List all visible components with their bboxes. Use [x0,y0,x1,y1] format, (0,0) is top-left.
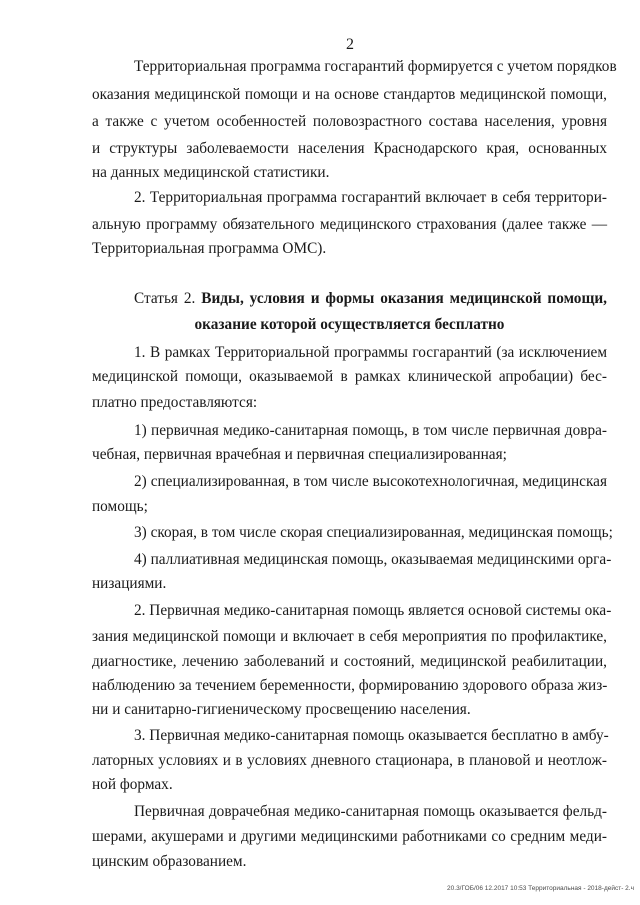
text-line: Территориальная программа госгарантий формируется с учетом порядков [134,58,617,75]
footer-stamp: 20.3/ГОБ/06 12.2017 10:53 Территориальная - 2018-дейст- 2.ч [447,885,634,892]
text-line: 2. Первичная медико-санитарная помощь является основой системы ока- [134,602,612,619]
text-line: и структуры заболеваемости населения Краснодарского края, основанных [92,140,607,157]
text-line: медицинской помощи, оказываемой в рамках клинической апробации) бес- [92,368,607,385]
text-line: цинским образованием. [92,853,247,870]
article-title-part2: оказание которой осуществляется бесплатно [194,316,505,333]
text-line: Первичная доврачебная медико-санитарная помощь оказывается фельд- [134,803,607,820]
text-line: а также с учетом особенностей половозрастного состава населения, уровня [92,113,607,130]
list-item-line: чебная, первичная врачебная и первичная специализированная; [92,446,507,463]
text-line: ни и санитарно-гигиеническому просвещению населения. [92,701,471,718]
text-line: платно предоставляются: [92,394,258,411]
text-line: зания медицинской помощи и включает в себя мероприятия по профилактике, [92,628,607,645]
list-item-line: низациями. [92,575,167,592]
list-item-line: 3) скорая, в том числе скорая специализированная, медицинская помощь; [134,524,613,541]
list-item-line: помощь; [92,498,148,515]
page-number: 2 [346,36,354,53]
list-item-line: 1) первичная медико-санитарная помощь, в том числе первичная довра- [134,422,607,439]
text-line: Территориальная программа ОМС). [92,240,327,257]
text-line: наблюдению за течением беременности, формированию здорового образа жиз- [92,677,608,694]
text-line: диагностике, лечению заболеваний и состояний, медицинской реабилитации, [92,653,607,670]
text-line: 1. В рамках Территориальной программы госгарантий (за исключением [134,344,607,361]
article-title-part1: Виды, условия и формы оказания медицинской помощи, [201,290,608,307]
text-line: альную программу обязательного медицинского страхования (далее также — [92,216,607,233]
text-line: шерами, акушерами и другими медицинскими работниками со средним меди- [92,828,607,845]
text-line: оказания медицинской помощи и на основе стандартов медицинской помощи, [92,86,607,103]
article-label: Статья 2. [134,290,196,307]
text-line: латорных условиях и в условиях дневного стационара, в плановой и неотлож- [92,752,607,769]
text-line: на данных медицинской статистики. [92,164,330,181]
article-heading [134,290,607,308]
text-line: 3. Первичная медико-санитарная помощь оказывается бесплатно в амбу- [134,727,609,744]
list-item-line: 4) паллиативная медицинская помощь, оказываемая медицинскими орга- [134,551,612,568]
list-item-line: 2) специализированная, в том числе высокотехнологичная, медицинская [134,473,607,490]
text-line: ной формах. [92,776,173,793]
text-line: 2. Территориальная программа госгарантий включает в себя территори- [134,189,607,206]
